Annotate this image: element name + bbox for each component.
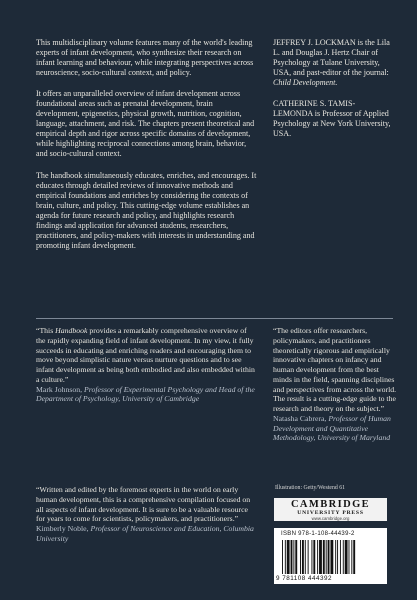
isbn-label: ISBN 978-1-108-44439-2 [281, 531, 355, 537]
endorser-name: Mark Johnson, [36, 384, 85, 394]
endorser-affiliation: Professor of Neuroscience and Education, Columbia University [36, 524, 254, 543]
endorsement-johnson-quote [36, 326, 258, 385]
endorsement-noble-quote: “Written and edited by the foremost experts in the world on early human development, this is a comprehensive compilation focused on all aspects of infant development. It is sure to be a valuable resource for years to come for scientists, policymakers, and practitioners.” [36, 485, 251, 524]
editor-bios [273, 38, 393, 150]
endorser-name: Natasha Cabrera, [273, 413, 329, 423]
editor-bio-tamis-lemonda [273, 99, 393, 139]
publisher-url: www.cambridge.org [311, 516, 350, 521]
description-paragraph-1: This multidisciplinary volume features many of the world's leading experts of infant development, who synthesize their research on infant learning and behaviour, while integrating perspectives across neuroscience, socio-cultural context, and policy. [36, 38, 254, 78]
endorser-affiliation: Professor of Experimental Psychology and Head of the Department of Psychology, University of Cambridge [36, 384, 255, 404]
editor-name-lockman: JEFFREY J. LOCKMAN [273, 38, 356, 47]
editor-bio-lockman [273, 38, 393, 88]
description-paragraph-3: The handbook simultaneously educates, enriches, and encourages. It educates through detailed reviews of innovative methods and empirical foundations and enriches by considering the contexts of brain, culture, and policy. This cutting-edge volume establishes an agenda for future research and policy, and highlights research findings and application for advanced students, researchers, practitioners, and policy-makers with interests in understanding and promoting infant development. [36, 170, 257, 250]
description-paragraph-2: It offers an unparalleled overview of infant development across foundational areas such as prenatal development, brain development, epigenetics, physical growth, nutrition, cognition, language, attachment, and risk. The chapters present theoretical and empirical depth and rigor across specific domains of development, while highlighting reciprocal connections among brain, behavior, and socio-cultural context. [36, 89, 255, 159]
illustration-credit: Illustration: Getty/Westend 61 [275, 485, 346, 491]
barcode-digits: 9 781108 444392 [276, 575, 333, 582]
publisher-name: CAMBRIDGE [290, 499, 371, 510]
publisher-subname: UNIVERSITY PRESS [297, 510, 364, 516]
endorsement-johnson-source [36, 385, 258, 405]
endorsement-noble-source [36, 524, 258, 544]
section-divider [36, 318, 393, 319]
barcode-box [274, 528, 387, 584]
editor-name-tamis-lemonda: CATHERINE S. TAMIS-LEMONDA [273, 99, 356, 119]
book-description [36, 38, 258, 262]
quote-text-continued: provides a remarkably comprehensive overview of the rapidly expanding field of infant development. In my view, it fully succeeds in educating and enriching readers and encouraging them to move beyond simplistic nature versus nurture questions and to see infant development as being both embodied and also embedded within a culture.” [36, 326, 255, 384]
quote-text: “This [36, 326, 56, 335]
endorser-name: Kimberly Noble, [36, 524, 91, 533]
endorsement-cabrera-source [273, 414, 398, 443]
journal-title: Child Development. [273, 78, 338, 88]
endorser-affiliation: Professor of Human Development and Quantitative Methodology, University of Maryland [273, 413, 391, 443]
quote-italic: Handbook [55, 326, 88, 335]
endorsement-cabrera [273, 326, 398, 443]
endorsement-johnson [36, 326, 258, 404]
endorsement-cabrera-quote: “The editors offer researchers, policymakers, and practitioners theoretically rigorous and empirically innovative chapters on infancy and human development from the best minds in the field, spanning disciplines and perspectives from across the world. The result is a cutting-edge guide to the research and theory on the subject.” [273, 326, 397, 413]
barcode-icon [282, 540, 379, 574]
publisher-logo [274, 498, 387, 521]
endorsement-noble [36, 485, 258, 544]
editor-bio-lockman-text: is the Lila L. and Douglas J. Hertz Chair of Psychology at Tulane University, USA, and past-editor of the journal: [273, 38, 390, 78]
editor-bio-tamis-lemonda-text: is Professor of Applied Psychology at New York University, USA. [273, 109, 391, 139]
